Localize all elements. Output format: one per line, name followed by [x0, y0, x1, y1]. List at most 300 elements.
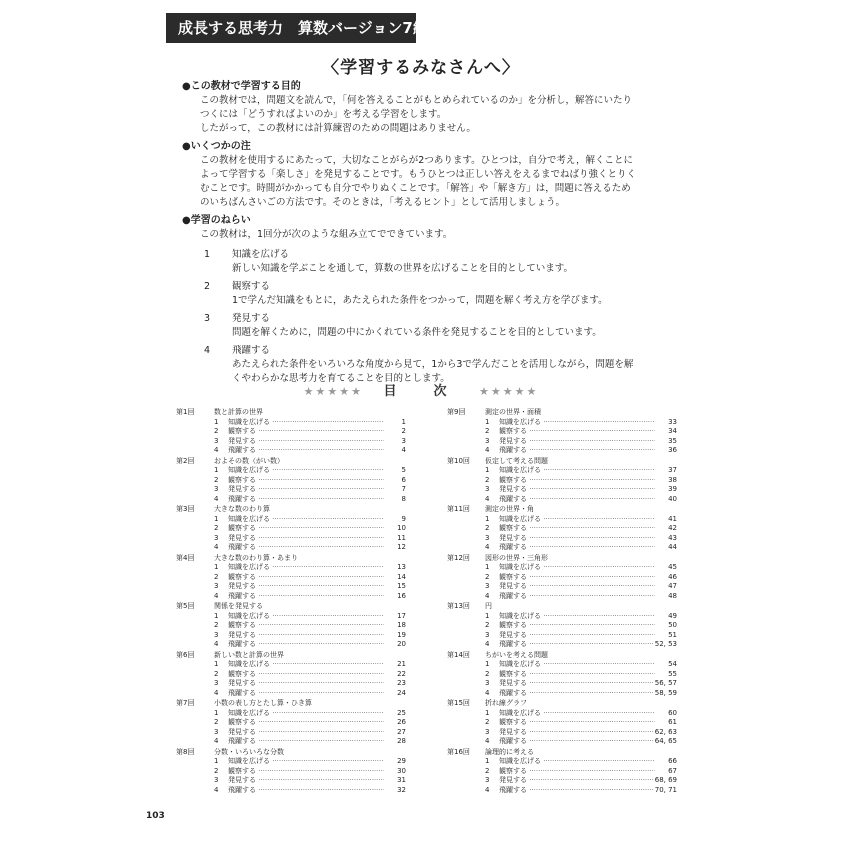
- toc-item-page: 52, 53: [654, 640, 677, 648]
- step-number: 4: [204, 345, 211, 356]
- toc-chapter-title-row: [176, 554, 406, 564]
- toc-chapter: [176, 554, 406, 603]
- toc-item-number: 1: [485, 708, 490, 717]
- toc-item-label: 飛躍する ·····: [499, 640, 653, 650]
- toc-chapter-title-row: [447, 699, 677, 709]
- toc-chapter-title: 新しい数と計算の世界: [214, 650, 284, 659]
- toc-item-number: 2: [485, 427, 490, 435]
- toc-item-page: 37: [668, 466, 677, 474]
- toc-item: [176, 427, 406, 437]
- step-title-row: [204, 248, 672, 262]
- toc-item: [176, 660, 406, 670]
- toc-item-label: 知識を広げる ·····: [228, 418, 384, 428]
- toc-item-page: 12: [397, 543, 406, 551]
- toc-chapter: [447, 602, 677, 651]
- toc-chapter-number: 第8回: [176, 747, 195, 756]
- step-number: 3: [204, 313, 211, 324]
- step-description: 問題を解くために，問題の中にかくれている条件を発見することを目的としています。: [232, 327, 602, 338]
- toc-item: [447, 515, 677, 525]
- toc-item: [447, 495, 677, 505]
- toc-item-number: 4: [214, 640, 219, 648]
- toc-item: [176, 737, 406, 747]
- stars-left-decoration: ★★★★★: [303, 385, 363, 398]
- toc-item: [176, 718, 406, 728]
- step-description: あたえられた条件をいろいろな角度から見て，1から3で学んだことを活用しながら，問題を解: [232, 359, 634, 370]
- section-paragraph: [182, 228, 672, 242]
- toc-chapter-title-row: [176, 602, 406, 612]
- toc-item-label: 観察する ·····: [499, 621, 655, 631]
- toc-item: [176, 592, 406, 602]
- toc-item-number: 3: [214, 485, 219, 493]
- toc-item-label: 発見する ·····: [228, 631, 384, 641]
- toc-chapter-title-row: [447, 602, 677, 612]
- toc-item-number: 2: [485, 766, 490, 775]
- toc-item-label: 発見する ·····: [499, 776, 653, 786]
- toc-item-number: 3: [214, 679, 219, 687]
- toc-chapter-title-row: [176, 408, 406, 418]
- toc-chapter-title: 分数・いろいろな分数: [214, 747, 284, 756]
- toc-item-number: 3: [214, 630, 219, 639]
- toc-item-label: 観察する ·····: [499, 427, 655, 437]
- toc-chapter-number: 第2回: [176, 456, 195, 465]
- toc-item-page: 11: [397, 533, 406, 542]
- toc-item-page: 25: [397, 708, 406, 717]
- toc-item-page: 35: [668, 436, 677, 445]
- toc-item-label: 知識を広げる ·····: [499, 757, 655, 767]
- toc-item: [176, 582, 406, 592]
- toc-item: [447, 786, 677, 796]
- toc-item-number: 3: [214, 776, 219, 784]
- toc-item-label: 知識を広げる ·····: [499, 515, 655, 525]
- toc-item-number: 3: [485, 727, 490, 736]
- toc-chapter-title-row: [447, 748, 677, 758]
- toc-item: [447, 476, 677, 486]
- toc-item-number: 1: [485, 611, 490, 620]
- toc-item-page: 20: [397, 640, 406, 648]
- toc-item-page: 21: [397, 660, 406, 668]
- toc-item-number: 4: [485, 446, 490, 454]
- toc-item: [447, 660, 677, 670]
- toc-chapter-number: 第11回: [447, 505, 470, 513]
- toc-item-number: 4: [214, 591, 219, 600]
- page-number: 103: [146, 811, 165, 821]
- toc-chapter-title-row: [176, 651, 406, 661]
- step-description: くやわらかな思考力を育てることを目的とします。: [232, 373, 450, 384]
- toc-item-page: 64, 65: [654, 737, 677, 745]
- toc-item-label: 発見する ·····: [499, 679, 653, 689]
- paragraph-line: よって学習する「楽しさ」を発見することです。もうひとつは正しい答えをえるまでねばり強くとりく: [200, 169, 637, 180]
- toc-item: [447, 689, 677, 699]
- toc-item-label: 観察する ·····: [228, 573, 384, 583]
- toc-item: [447, 563, 677, 573]
- toc-item-number: 2: [214, 766, 219, 775]
- toc-item-page: 26: [397, 718, 406, 726]
- toc-chapter-number: 第1回: [176, 408, 195, 416]
- toc-item-page: 5: [401, 466, 406, 474]
- toc-item: [447, 631, 677, 641]
- toc-item: [447, 718, 677, 728]
- toc-item: [447, 485, 677, 495]
- toc-item-number: 1: [214, 514, 219, 523]
- toc-item-page: 68, 69: [654, 776, 677, 784]
- toc-item: [447, 573, 677, 583]
- toc-item-page: 15: [397, 582, 406, 590]
- toc-item-number: 2: [485, 572, 490, 581]
- toc-item-number: 3: [214, 436, 219, 445]
- toc-item-label: 知識を広げる ·····: [499, 418, 655, 428]
- toc-item: [447, 466, 677, 476]
- toc-item-label: 飛躍する ·····: [499, 786, 653, 796]
- section-heading: ●いくつかの注: [182, 141, 251, 152]
- toc-item-label: 知識を広げる ·····: [228, 612, 384, 622]
- toc-item-number: 3: [485, 485, 490, 493]
- toc-item-page: 44: [668, 543, 677, 551]
- toc-chapter-number: 第16回: [447, 747, 470, 756]
- toc-item: [447, 437, 677, 447]
- toc-item-page: 55: [668, 669, 677, 678]
- toc-item-label: 観察する ·····: [228, 718, 384, 728]
- toc-item-number: 2: [485, 669, 490, 678]
- toc-item-number: 4: [214, 688, 219, 697]
- paragraph-line: つくには「どうすればよいのか」を考える学習をします。: [200, 109, 447, 120]
- toc-item: [176, 476, 406, 486]
- toc-item-number: 1: [485, 757, 490, 765]
- toc-item: [447, 709, 677, 719]
- toc-item-number: 1: [214, 757, 219, 765]
- paragraph-line: この教材は，1回分が次のような組み立てでできています。: [200, 229, 453, 240]
- toc-right-column: [447, 408, 677, 796]
- toc-item-page: 48: [668, 591, 677, 600]
- toc-chapter-title-row: [176, 457, 406, 467]
- toc-item: [447, 757, 677, 767]
- toc-item: [176, 689, 406, 699]
- toc-item: [176, 418, 406, 428]
- toc-item-page: 27: [397, 727, 406, 736]
- toc-item-label: 発見する ·····: [499, 631, 655, 641]
- toc-item: [447, 582, 677, 592]
- toc-item-label: 発見する ·····: [228, 437, 384, 447]
- toc-item-page: 17: [397, 611, 406, 620]
- toc-chapter-number: 第9回: [447, 408, 466, 416]
- toc-chapter: [447, 651, 677, 700]
- toc-item-page: 31: [397, 776, 406, 784]
- toc-item-page: 56, 57: [654, 679, 677, 687]
- toc-item: [447, 543, 677, 553]
- toc-item-number: 2: [485, 524, 490, 532]
- toc-item: [176, 776, 406, 786]
- toc-item-label: 飛躍する ·····: [228, 737, 384, 747]
- toc-item: [176, 573, 406, 583]
- toc-item-number: 1: [485, 563, 490, 571]
- toc-item-number: 3: [214, 727, 219, 736]
- toc-heading: [0, 380, 842, 399]
- toc-item: [176, 466, 406, 476]
- toc-item-number: 4: [485, 640, 490, 648]
- toc-item: [447, 670, 677, 680]
- toc-chapter-title: 関係を発見する: [214, 602, 263, 610]
- toc-chapter-title-row: [176, 748, 406, 758]
- toc-item-label: 観察する ·····: [228, 670, 384, 680]
- toc-item-number: 1: [214, 660, 219, 668]
- toc-item-label: 観察する ·····: [228, 476, 384, 486]
- toc-item-label: 観察する ·····: [499, 767, 655, 777]
- toc-item-page: 46: [668, 572, 677, 581]
- toc-chapter-number: 第3回: [176, 505, 195, 513]
- paragraph-line: この教材では，問題文を読んで，「何を答えることがもとめられているのか」を分析し，解答にいたり: [200, 95, 633, 106]
- toc-item-label: 発見する ·····: [499, 437, 655, 447]
- toc-item-page: 32: [397, 785, 406, 794]
- stars-right-decoration: ★★★★★: [479, 385, 539, 398]
- toc-item-label: 発見する ·····: [499, 485, 655, 495]
- toc-item-label: 飛躍する ·····: [499, 737, 653, 747]
- toc-chapter-title: 数と計算の世界: [214, 408, 263, 416]
- toc-item: [176, 640, 406, 650]
- toc-item: [447, 621, 677, 631]
- toc-item-label: 知識を広げる ·····: [499, 709, 655, 719]
- toc-item-page: 43: [668, 533, 677, 542]
- toc-item: [176, 524, 406, 534]
- toc-item-number: 4: [485, 737, 490, 745]
- toc-item: [176, 612, 406, 622]
- toc-item: [176, 670, 406, 680]
- toc-item: [176, 543, 406, 553]
- toc-chapter-title-row: [447, 651, 677, 661]
- toc-item-label: 飛躍する ·····: [228, 543, 384, 553]
- toc-chapter-title: 論理的に考える: [485, 747, 534, 756]
- intro-text: [182, 80, 672, 386]
- toc-item-page: 4: [401, 446, 406, 454]
- toc-item-label: 観察する ·····: [499, 524, 655, 534]
- toc-item-number: 4: [214, 737, 219, 745]
- toc-chapter: [447, 554, 677, 603]
- section-paragraph: [182, 154, 672, 210]
- toc-item-number: 3: [485, 630, 490, 639]
- toc-chapter: [447, 699, 677, 748]
- toc-chapter: [447, 505, 677, 554]
- toc-item: [176, 485, 406, 495]
- toc-item-page: 40: [668, 494, 677, 503]
- toc-chapter-title: 折れ線グラフ: [485, 699, 527, 707]
- toc-item-number: 1: [485, 417, 490, 426]
- toc-item-label: 飛躍する ·····: [228, 592, 384, 602]
- toc-chapter: [176, 602, 406, 651]
- toc-item-number: 4: [214, 543, 219, 551]
- step-title-row: [204, 280, 672, 294]
- toc-item-page: 14: [397, 572, 406, 581]
- step-title-row: [204, 312, 672, 326]
- toc-item-label: 知識を広げる ·····: [228, 466, 384, 476]
- toc-item-label: 飛躍する ·····: [228, 446, 384, 456]
- toc-item-label: 飛躍する ·····: [499, 592, 655, 602]
- toc-item-number: 2: [485, 475, 490, 484]
- toc-item-label: 飛躍する ·····: [499, 446, 655, 456]
- toc-chapter: [176, 748, 406, 797]
- toc-item-label: 観察する ·····: [499, 476, 655, 486]
- toc-item-page: 58, 59: [654, 688, 677, 697]
- toc-item-number: 1: [214, 417, 219, 426]
- step-description: 1で学んだ知識をもとに，あたえられた条件をつかって，問題を解く考え方を学びます。: [232, 295, 608, 306]
- step-number: 2: [204, 281, 211, 292]
- toc-item-page: 39: [668, 485, 677, 493]
- toc-item-number: 4: [485, 785, 490, 794]
- toc-chapter-number: 第13回: [447, 602, 470, 610]
- toc-item-label: 観察する ·····: [228, 621, 384, 631]
- toc-item-number: 2: [485, 718, 490, 726]
- step-title: 観察する: [232, 281, 271, 292]
- toc-chapter-title: ちがいを考える問題: [485, 650, 548, 659]
- toc-item-label: 知識を広げる ·····: [228, 660, 384, 670]
- toc-chapter: [176, 408, 406, 457]
- toc-chapter: [176, 457, 406, 506]
- toc-item: [447, 446, 677, 456]
- step-title: 飛躍する: [232, 345, 271, 356]
- toc-item-label: 観察する ·····: [228, 524, 384, 534]
- toc-item-number: 4: [214, 785, 219, 794]
- toc-item-label: 知識を広げる ·····: [499, 563, 655, 573]
- toc-item-label: 飛躍する ·····: [499, 495, 655, 505]
- toc-left-column: [176, 408, 406, 796]
- toc-item-label: 発見する ·····: [228, 582, 384, 592]
- toc-item: [176, 495, 406, 505]
- toc-item-page: 13: [397, 563, 406, 571]
- sections: [182, 80, 672, 242]
- toc-item-label: 発見する ·····: [228, 776, 384, 786]
- toc-item: [447, 767, 677, 777]
- section-paragraph: [182, 94, 672, 136]
- toc-item: [447, 737, 677, 747]
- toc-item-page: 1: [401, 417, 406, 426]
- toc-item-number: 1: [214, 563, 219, 571]
- toc-chapter-number: 第12回: [447, 553, 470, 562]
- toc-item-page: 50: [668, 621, 677, 629]
- step-number: 1: [204, 249, 211, 260]
- toc-item-label: 知識を広げる ·····: [499, 660, 655, 670]
- toc-item-page: 49: [668, 611, 677, 620]
- toc-item-label: 発見する ·····: [228, 534, 384, 544]
- toc-item-number: 4: [485, 591, 490, 600]
- toc-chapter-title: 測定の世界・面積: [485, 408, 541, 416]
- toc-item: [176, 767, 406, 777]
- toc-item-page: 45: [668, 563, 677, 571]
- toc-item: [176, 515, 406, 525]
- toc-item-page: 62, 63: [654, 727, 677, 736]
- toc-item-number: 1: [485, 466, 490, 474]
- toc-chapter-number: 第7回: [176, 699, 195, 707]
- toc-item-number: 1: [485, 514, 490, 523]
- toc-item: [176, 709, 406, 719]
- paragraph-line: むことです。時間がかかっても自分でやりぬくことです。「解答」や「解き方」は，問題に答えるため: [200, 183, 631, 194]
- toc-item-label: 発見する ·····: [499, 728, 653, 738]
- toc-item-label: 発見する ·····: [499, 582, 655, 592]
- toc-item-page: 42: [668, 524, 677, 532]
- toc-chapter: [447, 748, 677, 797]
- toc-item-number: 4: [485, 543, 490, 551]
- section-heading: ●学習のねらい: [182, 215, 251, 226]
- toc-item-label: 発見する ·····: [228, 679, 384, 689]
- toc-item-page: 2: [401, 427, 406, 435]
- toc-chapter-number: 第5回: [176, 602, 195, 610]
- toc-item: [447, 592, 677, 602]
- toc-item-label: 知識を広げる ·····: [228, 709, 384, 719]
- steps-list: [182, 248, 672, 386]
- paragraph-line: この教材を使用するにあたって，大切なことがらが2つあります。ひとつは，自分で考え，解くことに: [200, 155, 633, 166]
- header-title: 成長する思考力 算数バージョン7級: [166, 13, 416, 43]
- toc-item: [176, 534, 406, 544]
- toc-chapter-title: 大きな数のわり算: [214, 505, 270, 513]
- toc-item: [447, 418, 677, 428]
- toc-item-number: 1: [214, 708, 219, 717]
- toc-item-label: 観察する ·····: [499, 718, 655, 728]
- toc-item-page: 30: [397, 766, 406, 775]
- toc-item-label: 知識を広げる ·····: [228, 757, 384, 767]
- toc-item-number: 3: [485, 679, 490, 687]
- toc-item-number: 2: [214, 669, 219, 678]
- toc-item-label: 観察する ·····: [499, 670, 655, 680]
- toc-item-page: 3: [401, 436, 406, 445]
- toc-item-page: 18: [397, 621, 406, 629]
- toc-item-label: 発見する ·····: [228, 728, 384, 738]
- toc-item-page: 66: [668, 757, 677, 765]
- toc-item-number: 1: [214, 466, 219, 474]
- toc-item-page: 61: [668, 718, 677, 726]
- toc-item: [176, 757, 406, 767]
- toc-item-number: 3: [485, 582, 490, 590]
- toc-item-label: 飛躍する ·····: [228, 495, 384, 505]
- toc-item: [447, 640, 677, 650]
- toc-item: [447, 728, 677, 738]
- toc-item-number: 3: [485, 533, 490, 542]
- toc-chapter-title: 仮定して考える問題: [485, 456, 548, 465]
- toc-item: [447, 534, 677, 544]
- section-heading: ●この教材で学習する目的: [182, 81, 301, 92]
- toc-item-number: 3: [214, 533, 219, 542]
- toc-item-label: 飛躍する ·····: [228, 786, 384, 796]
- toc-item: [176, 631, 406, 641]
- toc-item-label: 飛躍する ·····: [499, 689, 653, 699]
- toc-item-number: 2: [214, 475, 219, 484]
- step-title: 知識を広げる: [232, 249, 290, 260]
- toc-item-number: 2: [214, 524, 219, 532]
- toc-item-label: 飛躍する ·····: [499, 543, 655, 553]
- toc-item-number: 3: [485, 776, 490, 784]
- toc-item: [176, 437, 406, 447]
- step-title: 発見する: [232, 313, 271, 324]
- toc-title: 目 次: [383, 384, 459, 399]
- paragraph-line: のいちばんさいごの方法です。そのときは，「考えるヒント」として活用しましょう。: [200, 197, 565, 208]
- toc-chapter-title: およその数（がい数）: [214, 456, 284, 465]
- toc-item-page: 6: [401, 475, 406, 484]
- toc-item-label: 観察する ·····: [499, 573, 655, 583]
- toc-chapter-number: 第10回: [447, 456, 470, 465]
- toc-item-label: 知識を広げる ·····: [499, 466, 655, 476]
- toc-chapter-title: 図形の世界・三角形: [485, 553, 548, 562]
- toc-item-number: 4: [214, 446, 219, 454]
- toc-item-page: 10: [397, 524, 406, 532]
- toc-chapter: [176, 505, 406, 554]
- toc-item: [176, 728, 406, 738]
- toc-item-label: 観察する ·····: [228, 767, 384, 777]
- toc-item-page: 19: [397, 630, 406, 639]
- toc-item-page: 23: [397, 679, 406, 687]
- toc-item-label: 知識を広げる ·····: [228, 515, 384, 525]
- toc-item-page: 24: [397, 688, 406, 697]
- toc-item-page: 22: [397, 669, 406, 678]
- toc-item-number: 3: [214, 582, 219, 590]
- toc-item-page: 33: [668, 417, 677, 426]
- toc-item: [176, 679, 406, 689]
- toc-item-label: 観察する ·····: [228, 427, 384, 437]
- toc-item-number: 2: [214, 572, 219, 581]
